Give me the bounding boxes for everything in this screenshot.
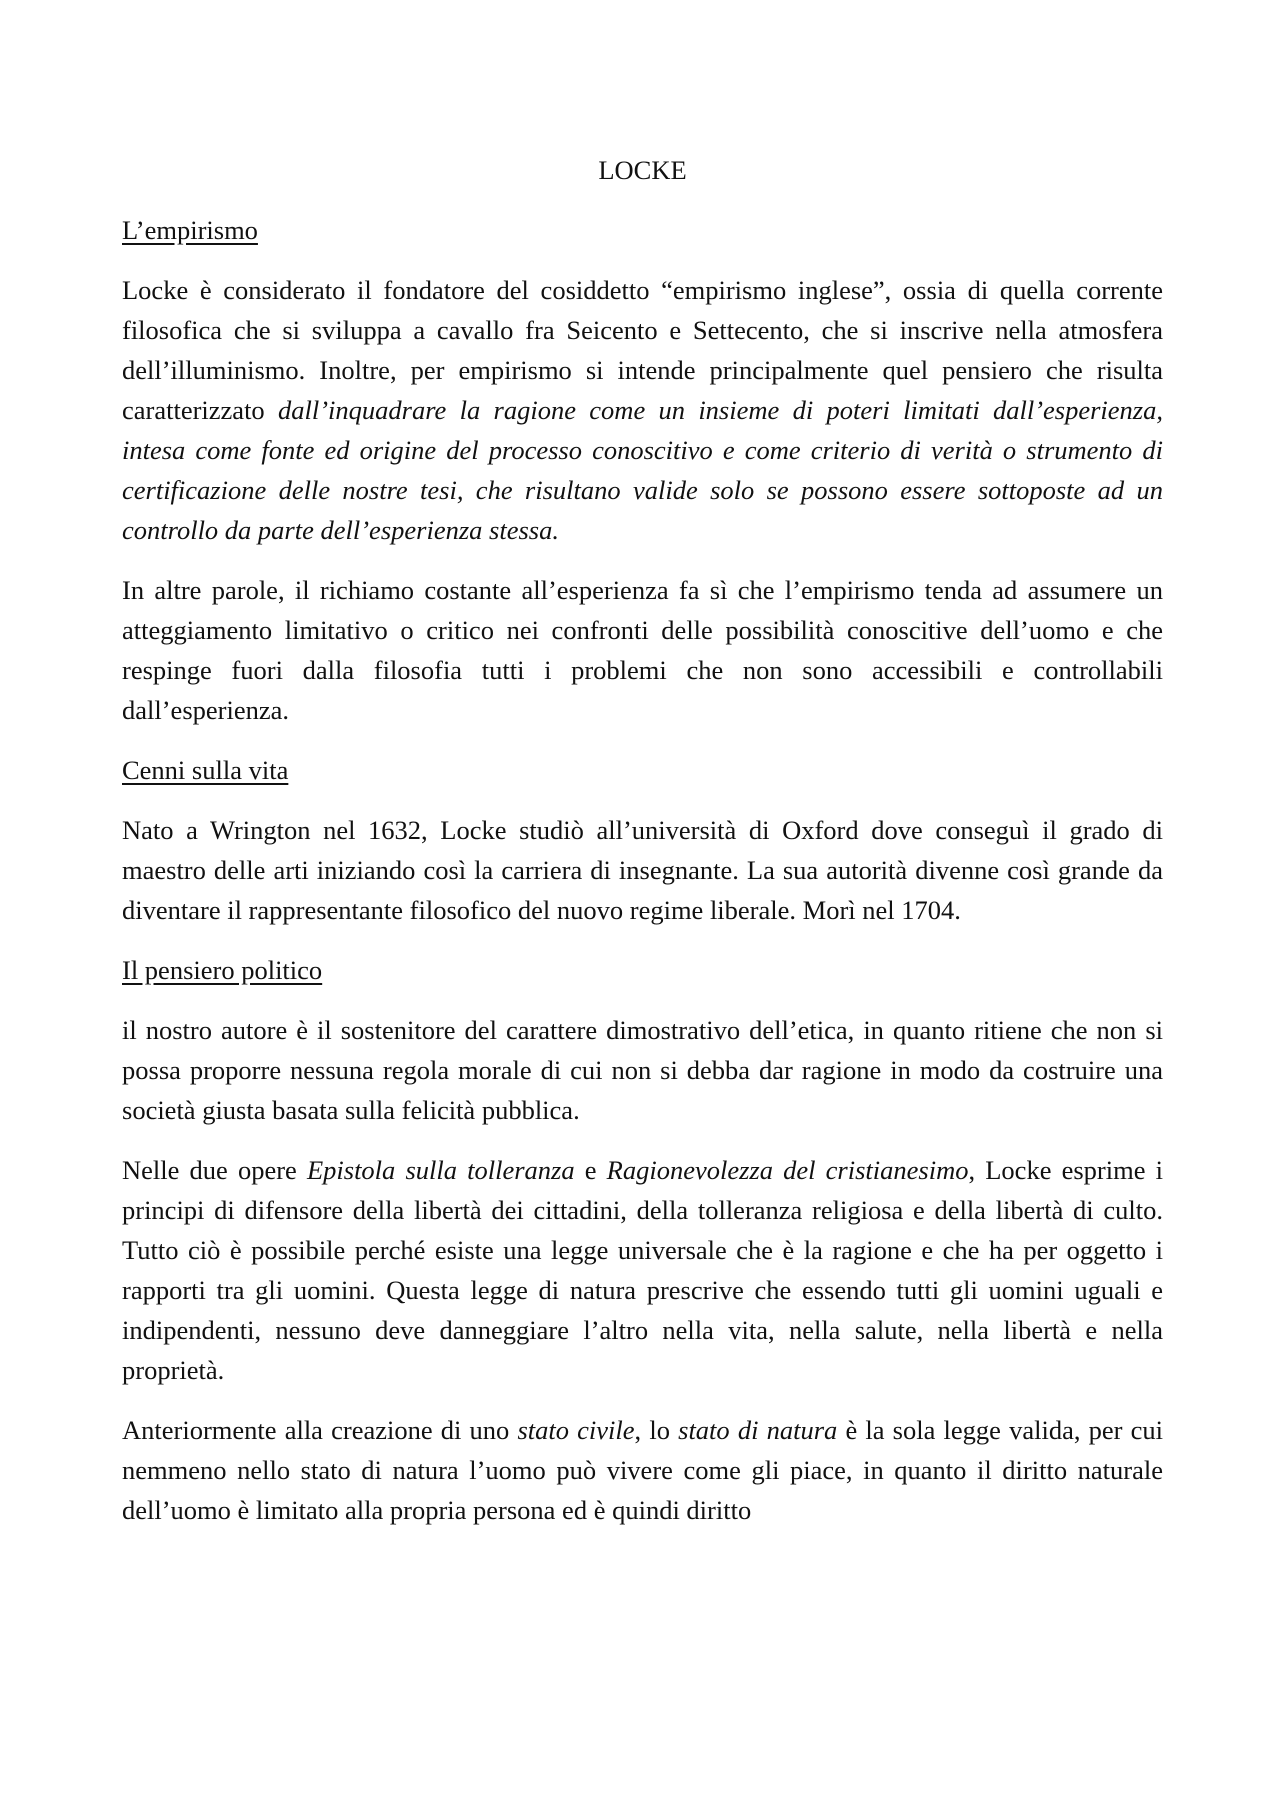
section-heading: L’empirismo xyxy=(122,215,258,245)
section-pensiero-politico xyxy=(122,950,1163,1530)
section-heading: Cenni sulla vita xyxy=(122,755,289,785)
section-empirismo xyxy=(122,210,1163,730)
paragraph: In altre parole, il richiamo costante all’esperienza fa sì che l’empirismo tenda ad assumere un atteggiamento limitativo o critico nei confronti delle possibilità conoscitive dell’uomo e che respinge fuori dalla filosofia tutti i problemi che non sono accessibili e controllabili dall’esperienza. xyxy=(122,575,1163,725)
paragraph: Locke è considerato il fondatore del cosiddetto “empirismo inglese”, ossia di quella corrente filosofica che si sviluppa a cavallo fra Seicento e Settecento, che si inscrive nella atmosfera dell’illuminismo. Inoltre, per empirismo si intende principalmente quel pensiero che risulta caratterizzato dall’inquadrare la ragione come un insieme di poteri limitati dall’esperienza, intesa come fonte ed origine del processo conoscitivo e come criterio di verità o strumento di certificazione delle nostre tesi, che risultano valide solo se possono essere sottoposte ad un controllo da parte dell’esperienza stessa. xyxy=(122,275,1163,545)
paragraph: Anteriormente alla creazione di uno stato civile, lo stato di natura è la sola legge valida, per cui nemmeno nello stato di natura l’uomo può vivere come gli piace, in quanto il diritto naturale dell’uomo è limitato alla propria persona ed è quindi diritto xyxy=(122,1415,1164,1525)
paragraph: Nato a Wrington nel 1632, Locke studiò all’università di Oxford dove conseguì il grado di maestro delle arti iniziando così la carriera di insegnante. La sua autorità divenne così grande da diventare il rappresentante filosofico del nuovo regime liberale. Morì nel 1704. xyxy=(122,815,1163,925)
document-page xyxy=(122,150,1163,1550)
section-cenni-sulla-vita xyxy=(122,750,1163,930)
document-title: LOCKE xyxy=(598,155,687,185)
paragraph: Nelle due opere Epistola sulla tolleranza e Ragionevolezza del cristianesimo, Locke esprime i principi di difensore della libertà dei cittadini, della tolleranza religiosa e della libertà di culto. Tutto ciò è possibile perché esiste una legge universale che è la ragione e che ha per oggetto i rapporti tra gli uomini. Questa legge di natura prescrive che essendo tutti gli uomini uguali e indipendenti, nessuno deve danneggiare l’altro nella vita, nella salute, nella libertà e nella proprietà. xyxy=(122,1155,1163,1385)
section-heading: Il pensiero politico xyxy=(122,955,323,985)
paragraph: il nostro autore è il sostenitore del carattere dimostrativo dell’etica, in quanto ritiene che non si possa proporre nessuna regola morale di cui non si debba dar ragione in modo da costruire una società giusta basata sulla felicità pubblica. xyxy=(122,1015,1163,1125)
